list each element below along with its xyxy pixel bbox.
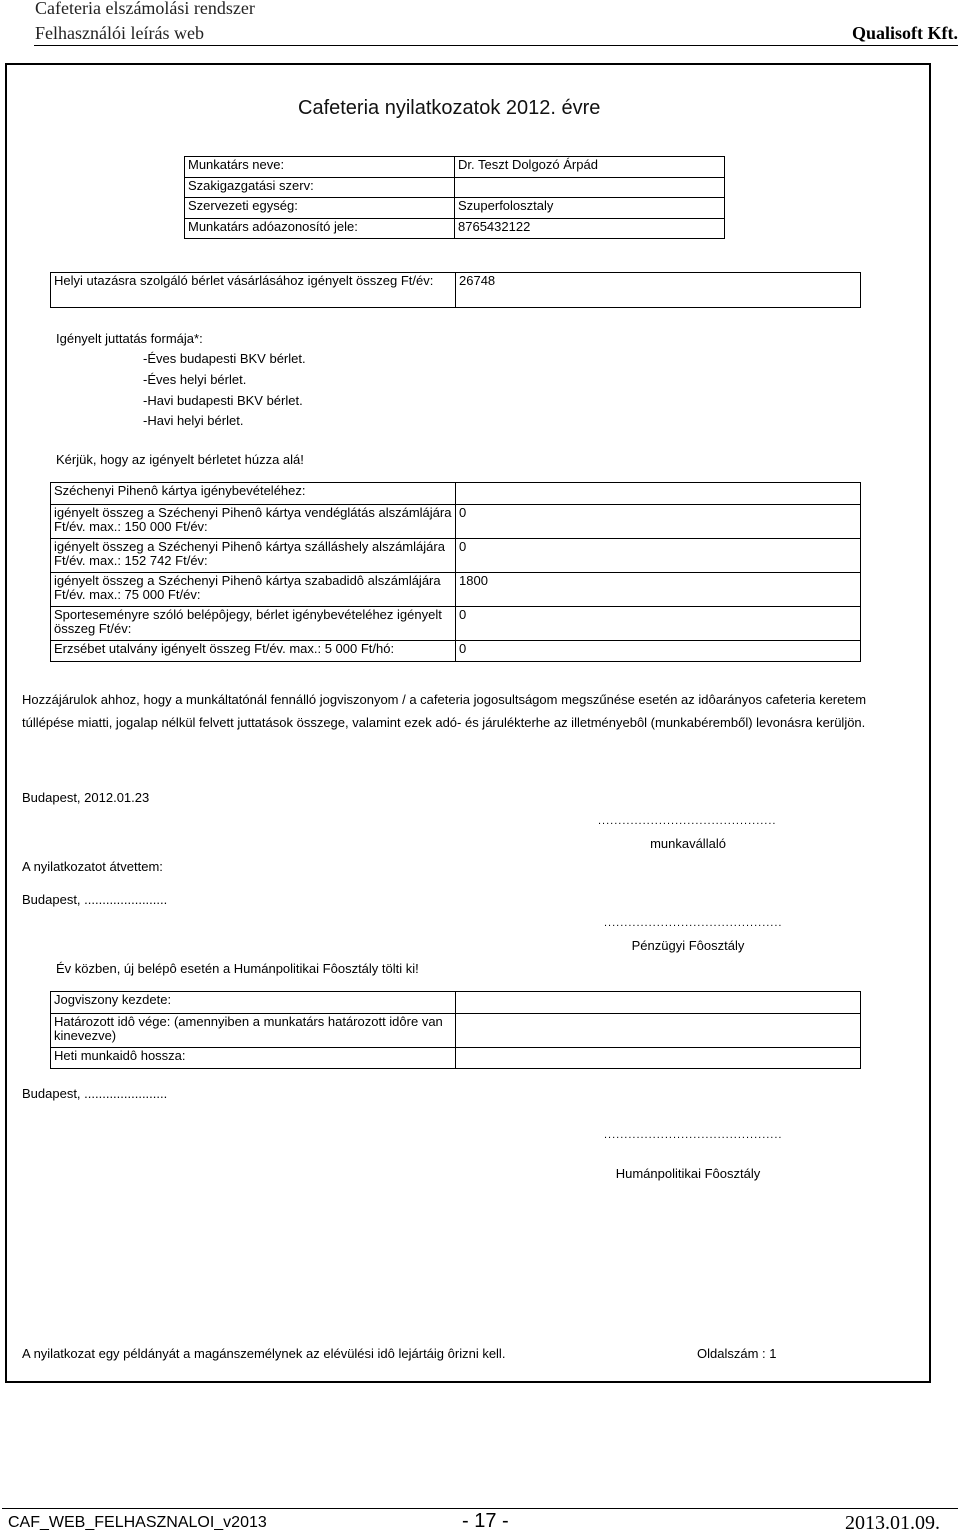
department-value [455, 177, 725, 198]
sport-event-label: Sporteseményre szóló belépôjegy, bérlet igénybevételéhez igényelt összeg Ft/év: [51, 607, 456, 641]
benefit-option: -Havi helyi bérlet. [143, 413, 244, 428]
szep-leisure-value: 1800 [456, 573, 861, 607]
szep-leisure-label: igényelt összeg a Széchenyi Pihenô kártya szabadidô alszámlájára Ft/év. max.: 75 000 Ft/év: [51, 573, 456, 607]
table-row [185, 198, 725, 219]
employee-name-label: Munkatárs neve: [185, 157, 455, 178]
table-row [51, 483, 861, 505]
employee-table [184, 156, 725, 239]
department-label: Szakigazgatási szerv: [185, 177, 455, 198]
benefit-option: -Éves budapesti BKV bérlet. [143, 351, 306, 366]
finance-signature-label: Pénzügyi Fôosztály [631, 938, 745, 953]
szep-catering-label: igényelt összeg a Széchenyi Pihenô kártya vendéglátás alszámlájára Ft/év. max.: 150 000 Ft/év: [51, 505, 456, 539]
erzsebet-voucher-value: 0 [456, 641, 861, 662]
benefit-form-label: Igényelt juttatás formája*: [56, 331, 203, 346]
hr-signature-label: Humánpolitikai Fôosztály [615, 1166, 761, 1181]
szep-accommodation-label: igényelt összeg a Széchenyi Pihenô kártya szálláshely alszámlájára Ft/év. max.: 152 742 Ft/év: [51, 539, 456, 573]
header-company: Qualisoft Kft. [852, 23, 958, 43]
local-transport-value: 26748 [456, 273, 861, 308]
employee-signature-label: munkavállaló [650, 836, 726, 851]
form-page-number: Oldalszám : 1 [697, 1346, 777, 1361]
table-row [185, 157, 725, 178]
tax-id-label: Munkatárs adóazonosító jele: [185, 218, 455, 239]
document-footer [0, 1500, 960, 1536]
header-title: Cafeteria elszámolási rendszer [35, 0, 255, 18]
erzsebet-voucher-label: Erzsébet utalvány igényelt összeg Ft/év. max.: 5 000 Ft/hó: [51, 641, 456, 662]
benefit-option: -Havi budapesti BKV bérlet. [143, 393, 303, 408]
table-row [51, 573, 861, 607]
header-divider [34, 45, 958, 46]
employment-start-value [456, 992, 861, 1014]
szep-header-value [456, 483, 861, 505]
table-row [185, 177, 725, 198]
sport-event-value: 0 [456, 607, 861, 641]
tax-id-value: 8765432122 [455, 218, 725, 239]
underline-request: Kérjük, hogy az igényelt bérletet húzza alá! [56, 452, 304, 467]
table-row [51, 273, 861, 308]
document-header [0, 0, 960, 50]
szep-catering-value: 0 [456, 505, 861, 539]
table-row [51, 992, 861, 1014]
received-place-date: Budapest, ....................... [22, 892, 168, 907]
fixed-term-end-label: Határozott idô vége: (amennyiben a munkatárs határozott idôre van kinevezve) [51, 1014, 456, 1048]
local-transport-table [50, 272, 861, 308]
szep-accommodation-value: 0 [456, 539, 861, 573]
szep-header-label: Széchenyi Pihenô kártya igénybevételéhez: [51, 483, 456, 505]
table-row [51, 641, 861, 662]
org-unit-label: Szervezeti egység: [185, 198, 455, 219]
finance-signature-line: ............................................ [604, 917, 783, 929]
received-label: A nyilatkozatot átvettem: [22, 859, 163, 874]
weekly-hours-value [456, 1048, 861, 1069]
form-title: Cafeteria nyilatkozatok 2012. évre [298, 97, 601, 119]
retention-note: A nyilatkozat egy példányát a magánszemélynek az elévülési idô lejártáig ôrizni kell. [22, 1346, 506, 1361]
footer-doc-id: CAF_WEB_FELHASZNALOI_v2013 [8, 1514, 267, 1531]
header-subtitle: Felhasználói leírás web [35, 23, 204, 43]
weekly-hours-label: Heti munkaidô hossza: [51, 1048, 456, 1069]
footer-date: 2013.01.09. [845, 1512, 940, 1534]
hr-table [50, 991, 861, 1069]
table-row [51, 1048, 861, 1069]
place-date: Budapest, 2012.01.23 [22, 790, 150, 805]
benefit-option: -Éves helyi bérlet. [143, 372, 247, 387]
local-transport-label: Helyi utazásra szolgáló bérlet vásárlásához igényelt összeg Ft/év: [51, 273, 456, 308]
table-row [51, 607, 861, 641]
footer-divider [2, 1508, 958, 1509]
footer-page-number: - 17 - [462, 1510, 509, 1532]
table-row [51, 505, 861, 539]
szep-card-table [50, 482, 861, 662]
hr-place-date: Budapest, ....................... [22, 1086, 168, 1101]
hr-note: Év közben, új belépô esetén a Humánpolitikai Fôosztály tölti ki! [56, 961, 419, 976]
table-row [51, 1014, 861, 1048]
employee-name-value: Dr. Teszt Dolgozó Árpád [455, 157, 725, 178]
org-unit-value: Szuperfolosztaly [455, 198, 725, 219]
table-row [185, 218, 725, 239]
employee-signature-line: ............................................ [598, 815, 777, 827]
consent-statement: Hozzájárulok ahhoz, hogy a munkáltatónál fennálló jogviszonyom / a cafeteria jogosultságom megszűnése esetén az idôarányos cafeteria keretem túllépése miatti, jogalap nélkül felvett juttatások összege, valamint ezek adó- és járulékterhe az illetményebôl (munkabéremből) levonásra kerüljön. [22, 692, 867, 730]
employment-start-label: Jogviszony kezdete: [51, 992, 456, 1014]
fixed-term-end-value [456, 1014, 861, 1048]
hr-signature-line: ............................................ [604, 1129, 783, 1141]
table-row [51, 539, 861, 573]
